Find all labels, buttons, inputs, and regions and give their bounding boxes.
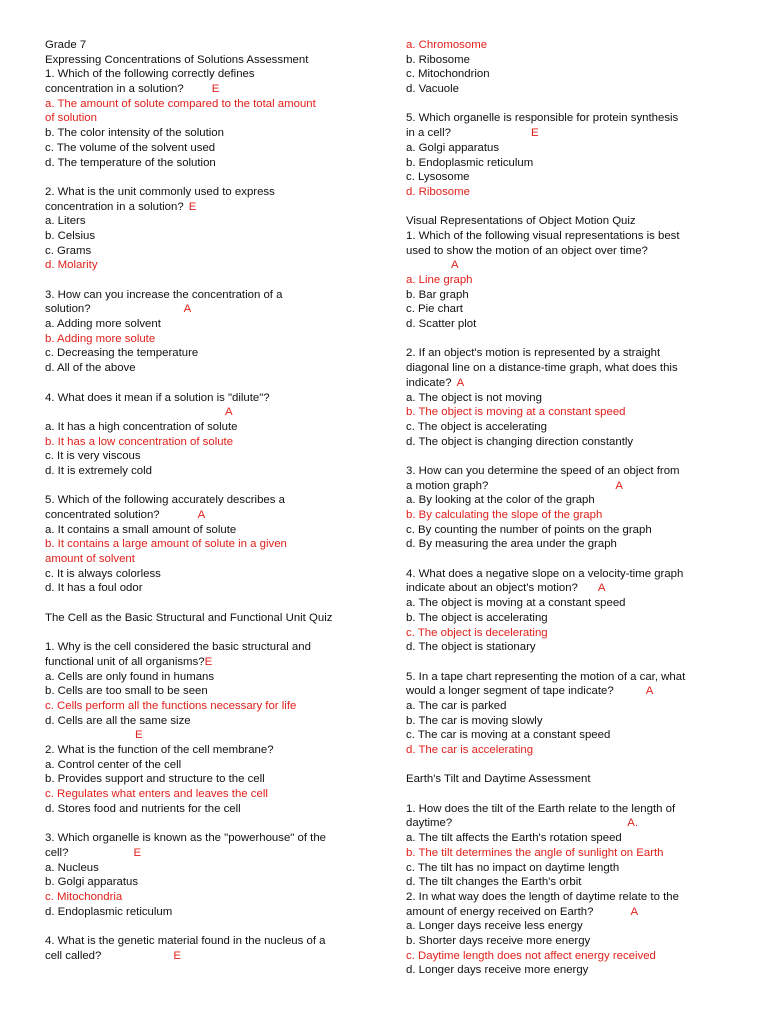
text-line [406,346,726,361]
text-line [406,905,726,920]
line-text: 2. If an object's motion is represented by a straight [406,347,661,360]
text-line [45,772,365,787]
text-line [45,302,365,317]
text-line [406,728,726,743]
text-line [45,185,365,200]
line-text: a. The object is moving at a constant speed [406,597,626,610]
answer-key-mark: E [204,655,213,668]
text-line [406,67,726,82]
blank-line [45,919,365,934]
line-text: 4. What does a negative slope on a velocity-time graph [406,567,684,580]
line-text: a. The tilt affects the Earth's rotation speed [406,832,622,845]
line-text: Earth's Tilt and Daytime Assessment [406,773,591,786]
line-text: amount of solvent [45,553,135,566]
blank-line [45,273,365,288]
line-text: 5. Which organelle is responsible for protein synthesis [406,112,679,125]
line-text: c. Pie chart [406,303,463,316]
answer-key-mark: A. [627,817,638,830]
blank-line [406,787,726,802]
text-line [45,420,365,435]
line-text: 1. Which of the following visual representations is best [406,229,680,242]
line-text: c. The tilt has no impact on daytime length [406,861,620,874]
text-line [45,875,365,890]
text-line [45,611,365,626]
text-line [45,214,365,229]
correct-answer-line [45,787,365,802]
text-line [406,640,726,655]
answer-key-mark: A [597,582,606,595]
text-line [406,126,726,141]
line-text: c. It is very viscous [45,450,141,463]
answer-key-mark: A [183,303,192,316]
text-line [45,141,365,156]
text-line [45,831,365,846]
blank-line [45,376,365,391]
text-line [406,890,726,905]
text-line [406,229,726,244]
correct-answer-line [45,890,365,905]
line-text: a. The amount of solute compared to the total amount [45,97,316,110]
blank-line [45,170,365,185]
line-text: 3. How can you determine the speed of an object from [406,464,680,477]
line-text: would a longer segment of tape indicate? [406,685,614,698]
text-line [45,523,365,538]
line-text: c. It is always colorless [45,567,161,580]
text-line [406,596,726,611]
correct-answer-line [406,405,726,420]
answer-key-mark: A [451,259,459,272]
correct-answer-line [406,846,726,861]
text-line [406,802,726,817]
line-text: a. Cells are only found in humans [45,670,215,683]
line-text: c. Regulates what enters and leaves the cell [45,788,268,801]
line-text: d. The object is stationary [406,641,536,654]
correct-answer-line [406,185,726,200]
correct-answer-line [406,38,726,53]
line-text: d. Ribosome [406,185,470,198]
text-line [406,684,726,699]
correct-answer-line [45,258,365,273]
blank-line [406,758,726,773]
blank-line [406,200,726,215]
blank-line [45,626,365,641]
text-line [45,934,365,949]
line-text: d. By measuring the area under the graph [406,538,617,551]
line-text: b. Endoplasmic reticulum [406,156,534,169]
text-line [45,126,365,141]
line-text: 1. Which of the following correctly defines [45,68,255,81]
line-text: c. Daytime length does not affect energy received [406,949,656,962]
text-line [406,699,726,714]
line-text: c. Mitochondrion [406,68,490,81]
line-text: 1. Why is the cell considered the basic structural and [45,641,311,654]
line-text: 2. What is the unit commonly used to express [45,185,275,198]
text-line [406,376,726,391]
blank-line [45,479,365,494]
correct-answer-line [45,97,365,112]
answer-key-mark: E [135,729,143,742]
text-line [45,655,365,670]
line-text: b. The object is moving at a constant speed [406,406,626,419]
text-line [406,523,726,538]
text-line [406,772,726,787]
text-line [406,82,726,97]
line-text: c. The object is decelerating [406,626,548,639]
correct-answer-line [406,508,726,523]
text-line [45,567,365,582]
correct-answer-line [406,273,726,288]
text-line [406,581,726,596]
answer-key-mark: E [188,200,197,213]
line-text: c. Mitochondria [45,890,123,903]
text-line [406,875,726,890]
line-text: b. The car is moving slowly [406,714,543,727]
line-text: d. Endoplasmic reticulum [45,905,173,918]
line-text: a. Longer days receive less energy [406,920,583,933]
text-line [45,861,365,876]
text-line [45,493,365,508]
line-text: Visual Representations of Object Motion Quiz [406,215,636,228]
line-text: 2. What is the function of the cell membrane? [45,744,274,756]
line-text: a. The car is parked [406,699,507,712]
line-text: in a cell? [406,127,451,140]
blank-line [45,816,365,831]
text-line [406,391,726,406]
line-text: concentrated solution? [45,509,160,521]
text-line [45,714,365,729]
text-line [45,684,365,699]
line-text: c. The car is moving at a constant speed [406,729,611,742]
text-line [45,949,365,964]
text-line [45,67,365,82]
text-line [45,743,365,758]
text-line [45,464,365,479]
correct-answer-line [45,699,365,714]
line-text: d. Cells are all the same size [45,714,191,727]
right-column [406,38,726,978]
text-line [45,361,365,376]
text-line [406,361,726,376]
line-text: diagonal line on a distance-time graph, what does this [406,362,678,375]
text-line [406,156,726,171]
blank-line [406,449,726,464]
line-text: indicate about an object's motion? [406,582,578,595]
text-line [45,317,365,332]
line-text: b. The color intensity of the solution [45,127,224,140]
line-text: d. Vacuole [406,83,459,96]
line-text: a. By looking at the color of the graph [406,494,595,507]
text-line [406,714,726,729]
text-line [45,640,365,655]
correct-answer-line [45,111,365,126]
line-text: c. Decreasing the temperature [45,347,199,360]
line-text: a. It has a high concentration of solute [45,420,238,433]
line-text: d. The temperature of the solution [45,156,216,169]
line-text: b. Shorter days receive more energy [406,934,591,947]
text-line [406,420,726,435]
blank-line [406,332,726,347]
text-line [45,846,365,861]
line-text: daytime? [406,817,453,830]
line-text: b. Cells are too small to be seen [45,685,208,698]
line-text: d. It has a foul odor [45,582,143,595]
line-text: 2. In what way does the length of daytime relate to the [406,890,679,903]
text-line [406,861,726,876]
text-line [406,963,726,978]
line-text: 5. Which of the following accurately describes a [45,494,285,507]
line-text: concentration in a solution? [45,200,184,213]
answer-key-mark: A [645,685,654,698]
answer-key-mark: E [530,127,539,140]
line-text: c. By counting the number of points on the graph [406,523,652,536]
line-text: 4. What does it mean if a solution is "dilute"? [45,391,270,404]
line-text: 5. In a tape chart representing the motion of a car, what [406,670,686,683]
line-text: d. The tilt changes the Earth's orbit [406,876,582,889]
line-text: b. It has a low concentration of solute [45,435,234,448]
line-text: b. Golgi apparatus [45,876,139,889]
blank-line [406,552,726,567]
text-line [406,831,726,846]
text-line [45,346,365,361]
line-text: b. By calculating the slope of the graph [406,509,603,521]
line-text: b. Bar graph [406,288,469,301]
text-line [45,581,365,596]
blank-line [406,655,726,670]
correct-answer-line [406,743,726,758]
text-line [406,214,726,229]
text-line [406,111,726,126]
blank-line [45,596,365,611]
correct-answer-line [45,332,365,347]
correct-answer-line [406,949,726,964]
text-line [406,493,726,508]
text-line [45,38,365,53]
text-line [406,567,726,582]
text-line [406,244,726,259]
answer-key-mark: E [133,846,142,859]
line-text: d. The object is changing direction constantly [406,435,634,448]
line-text: 1. How does the tilt of the Earth relate to the length of [406,802,676,815]
text-line [406,919,726,934]
text-line [45,670,365,685]
text-line [406,141,726,156]
text-line [45,229,365,244]
text-line [406,53,726,68]
correct-answer-line [406,626,726,641]
answer-key-mark: E [173,949,181,962]
text-line [406,258,726,273]
text-line [45,405,365,420]
text-line [45,156,365,171]
line-text: a. It contains a small amount of solute [45,523,237,536]
text-line [406,670,726,685]
line-text: indicate? [406,376,452,389]
text-line [45,802,365,817]
text-line [406,464,726,479]
text-line [45,905,365,920]
line-text: c. The object is accelerating [406,420,547,433]
line-text: c. The volume of the solvent used [45,141,216,154]
line-text: b. The tilt determines the angle of sunlight on Earth [406,846,664,859]
text-line [45,449,365,464]
line-text: d. Longer days receive more energy [406,964,589,977]
line-text: solution? [45,303,91,316]
text-line [406,302,726,317]
text-line [45,508,365,523]
answer-key-mark: A [225,406,233,419]
correct-answer-line [45,537,365,552]
line-text: Grade 7 [45,39,87,51]
text-line [45,82,365,97]
text-line [45,53,365,68]
text-line [45,391,365,406]
line-text: The Cell as the Basic Structural and Functional Unit Quiz [45,611,333,624]
line-text: b. It contains a large amount of solute in a given [45,538,287,551]
line-text: d. The car is accelerating [406,744,534,756]
line-text: a. The object is not moving [406,391,542,404]
text-line [406,288,726,303]
line-text: of solution [45,112,97,125]
text-line [406,435,726,450]
line-text: d. Scatter plot [406,318,477,331]
text-line [45,288,365,303]
line-text: b. The object is accelerating [406,611,548,624]
line-text: cell? [45,846,69,859]
line-text: a. Adding more solvent [45,318,161,331]
line-text: b. Ribosome [406,53,470,66]
line-text: d. All of the above [45,362,136,375]
line-text: a. Control center of the cell [45,758,182,771]
text-line [406,934,726,949]
text-line [406,537,726,552]
text-line [45,758,365,773]
blank-line [406,97,726,112]
line-text: cell called? [45,949,102,962]
correct-answer-line [45,435,365,450]
text-line [45,728,365,743]
line-text: d. It is extremely cold [45,464,152,477]
text-line [406,816,726,831]
text-line [406,170,726,185]
text-line [45,244,365,259]
answer-key-mark: A [197,509,206,521]
line-text: a. Line graph [406,274,473,286]
correct-answer-line [45,552,365,567]
text-line [45,200,365,215]
line-text: b. Adding more solute [45,332,156,345]
text-line [406,611,726,626]
left-column [45,38,365,963]
line-text: functional unit of all organisms? [45,655,205,668]
line-text: 3. How can you increase the concentration of a [45,288,283,301]
answer-key-mark: A [615,479,623,492]
line-text: c. Cells perform all the functions necessary for life [45,699,297,712]
line-text: a. Chromosome [406,39,488,51]
line-text: a. Nucleus [45,861,99,874]
line-text: b. Provides support and structure to the cell [45,773,265,786]
line-text: 4. What is the genetic material found in the nucleus of a [45,934,326,947]
line-text: a motion graph? [406,479,489,492]
line-text: c. Lysosome [406,171,470,184]
line-text: a. Golgi apparatus [406,141,500,154]
answer-key-mark: A [630,905,639,918]
line-text: Expressing Concentrations of Solutions Assessment [45,53,309,66]
answer-key-mark: E [211,83,220,96]
line-text: amount of energy received on Earth? [406,905,594,918]
text-line [406,317,726,332]
line-text: a. Liters [45,215,86,228]
line-text: d. Molarity [45,259,98,272]
text-line [406,479,726,494]
line-text: 3. Which organelle is known as the "powerhouse" of the [45,832,326,845]
answer-key-mark: A [456,376,465,389]
line-text: concentration in a solution? [45,83,184,96]
line-text: d. Stores food and nutrients for the cell [45,802,241,815]
line-text: b. Celsius [45,229,96,242]
line-text: used to show the motion of an object over time? [406,244,648,257]
line-text: c. Grams [45,244,92,257]
